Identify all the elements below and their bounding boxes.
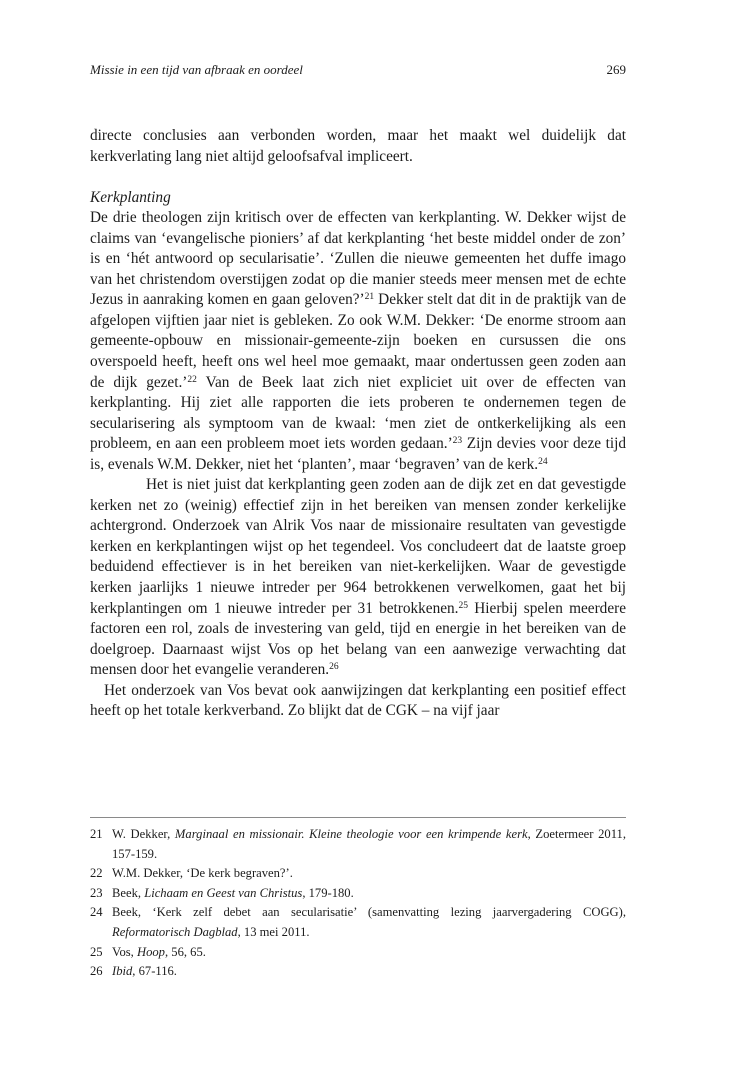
footnote-21 — [90, 825, 626, 864]
paragraph-text: directe conclusies aan verbonden worden, maar het maakt wel duidelijk dat kerkverlating lang niet altijd geloofsafval impliceert. — [90, 127, 626, 165]
running-title: Missie in een tijd van afbraak en oordeel — [90, 62, 303, 77]
footnote-number: 24 — [90, 905, 103, 920]
footnote-text-part: , 56, 65. — [164, 944, 206, 959]
footnote-number: 23 — [90, 885, 103, 900]
footnote-title: Hoop — [136, 944, 165, 959]
footnote-26 — [90, 962, 626, 982]
footnote-number: 25 — [90, 944, 103, 959]
footnote-text — [112, 962, 626, 982]
footnote-text-part: Beek, ‘Kerk zelf debet aan secularisatie’ (samenvatting lezing jaarvergadering COGG), — [112, 905, 626, 920]
footnote-text-part: , 13 mei 2011. — [237, 924, 310, 939]
footnote-24 — [90, 903, 626, 942]
footnote-text-part: W.M. Dekker, ‘De kerk begraven?’. — [112, 866, 293, 881]
footnote-text — [112, 825, 626, 864]
footnote-text-part: , 179-180. — [302, 885, 354, 900]
section-heading: Kerkplanting — [90, 188, 171, 206]
footnote-text-part: Beek, — [112, 885, 145, 900]
paragraph-cgk — [90, 681, 626, 722]
footnote-23 — [90, 884, 626, 904]
footnote-text-part: W. Dekker, — [112, 827, 175, 841]
footnote-25 — [90, 943, 626, 963]
footnote-number: 22 — [90, 866, 103, 881]
footnote-ref-24[interactable]: 24 — [538, 456, 548, 467]
footnote-ref-23[interactable]: 23 — [452, 436, 463, 447]
footnote-number: 26 — [90, 964, 103, 979]
body-text — [90, 126, 626, 722]
footnote-22 — [90, 864, 626, 884]
page-number: 269 — [606, 62, 626, 77]
footnote-ref-22[interactable]: 22 — [187, 374, 197, 385]
paragraph-vos-research — [90, 475, 626, 680]
paragraph-text: Het onderzoek van Vos bevat ook aanwijzingen dat kerkplanting een positief effect heeft op het totale kerkverband. Zo blijkt dat de CGK – na vijf jaar — [90, 681, 626, 720]
paragraph-kerkplanting — [90, 208, 626, 475]
paragraph-continuation — [90, 126, 626, 167]
footnote-title: Ibid — [112, 964, 133, 979]
footnote-text — [112, 884, 626, 904]
paragraph-text: Van de Beek laat zich niet expliciet uit over de effecten van kerkplanting. Hij ziet alle rapporten die iets proberen te ondernemen tegen de secularisering als symptoom van de kwaal: ‘men ziet de ontkerkelijking als een probleem, en aan een probleem moet iets worden gedaan.’ — [90, 373, 626, 453]
paragraph-gap — [90, 167, 626, 188]
footnote-number: 21 — [90, 827, 103, 841]
footnote-text-part: , 67-116. — [132, 964, 177, 979]
footnote-ref-21[interactable]: 21 — [364, 292, 375, 303]
footnote-title: Reformatorisch Dagblad — [112, 924, 238, 939]
paragraph-text: Dekker stelt dat dit in de praktijk van de afgelopen vijftien jaar niet is gebleken. Zo ook W.M. Dekker: ‘De enorme stroom aan gemeente-opbouw en missionair-gemeente-zijn boeken en cursussen die ons overspoeld heeft, heeft ons wel heel moe gemaakt, maar ondertussen geen zoden aan de dijk gezet.’ — [90, 291, 626, 391]
footnote-divider — [90, 817, 626, 818]
footnote-text — [112, 943, 626, 963]
footnote-ref-26[interactable]: 26 — [329, 662, 339, 673]
paragraph-text: Zijn devies voor deze tijd is, evenals W.M. Dekker, niet het ‘planten’, maar ‘begraven’ van de kerk. — [90, 435, 626, 473]
footnote-text — [112, 864, 626, 884]
footnote-title: Marginaal en missionair. Kleine theologie voor een krimpende kerk — [174, 827, 528, 841]
footnote-ref-25[interactable]: 25 — [458, 600, 469, 611]
footnote-text-part: , Zoetermeer 2011, 157-159. — [112, 827, 626, 861]
paragraph-text: Het is niet juist dat kerkplanting geen zoden aan de dijk zet en dat gevestigde kerken net zo (weinig) effectief zijn in het bereiken van mensen zonder kerkelijke achtergrond. Onderzoek van Alrik Vos naar de missionaire resultaten van gevestigde kerken en kerkplantingen wijst op het tegendeel. Vos concludeert dat de laatste groep beduidend effectiever is in het bereiken van niet-kerkelijken. Waar de gevestigde kerken jaarlijks 1 nieuwe intreder per 964 betrokkenen verwelkomen, gaat het bij kerkplantingen om 1 nieuwe intreder per 31 betrokkenen. — [90, 476, 626, 617]
footnote-title: Lichaam en Geest van Christus — [144, 885, 303, 900]
running-header — [90, 62, 626, 84]
footnote-text — [112, 903, 626, 942]
footnotes — [90, 825, 626, 982]
paragraph-text: Hierbij spelen meerdere factoren een rol, zoals de investering van geld, tijd en energie in het bereiken van de doelgroep. Daarnaast wijst Vos op het belang van een aanwezige verwachting dat mensen door het evangelie veranderen. — [90, 599, 626, 679]
footnote-text-part: Vos, — [112, 944, 137, 959]
paragraph-text: De drie theologen zijn kritisch over de effecten van kerkplanting. W. Dekker wijst de claims van ‘evangelische pioniers’ af dat kerkplanting ‘het beste middel onder de zon’ is en ‘hét antwoord op secularisatie’. ‘Zullen die nieuwe gemeenten het duffe imago van het christendom overstijgen zodat op die manier steeds meer mensen met de echte Jezus in aanraking komen en gaan geloven?’ — [90, 209, 626, 309]
